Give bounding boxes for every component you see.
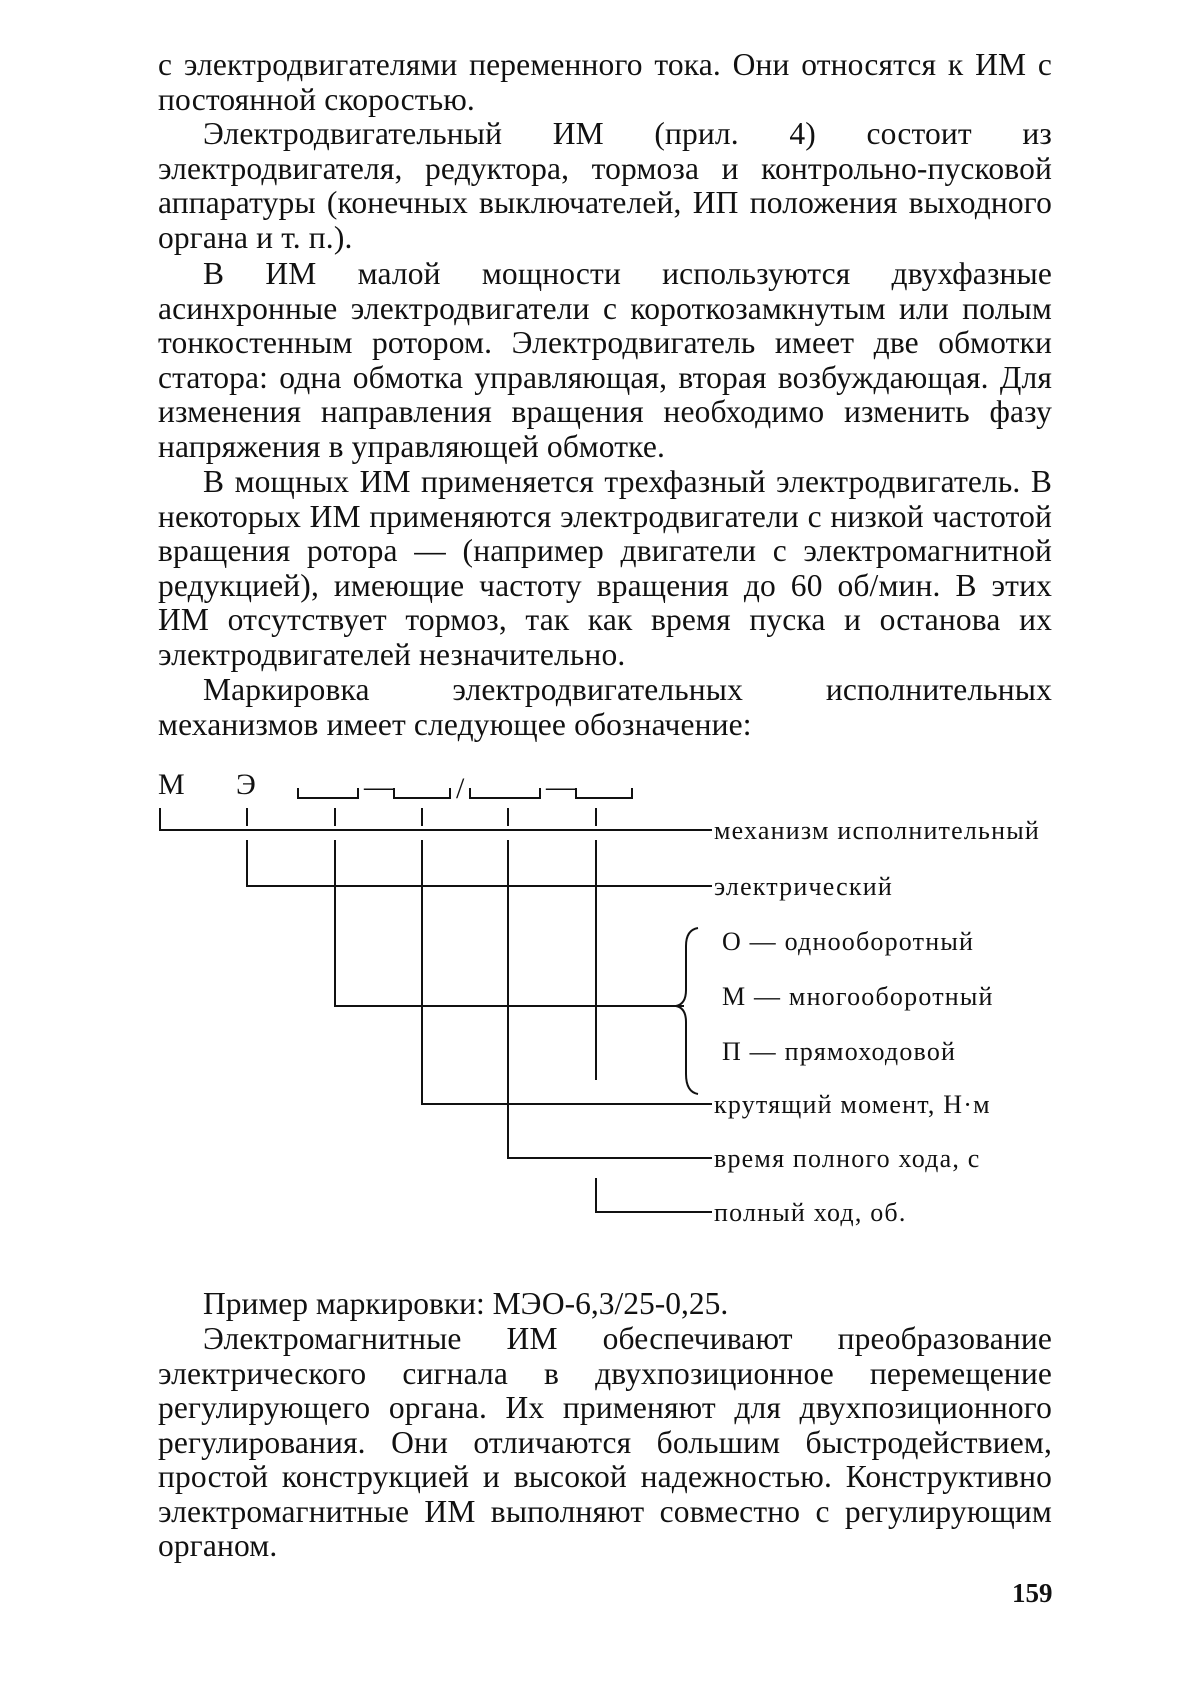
type-brace bbox=[676, 928, 698, 1094]
label-electric: электрический bbox=[714, 872, 893, 901]
slot-time bbox=[470, 788, 540, 798]
slot-torque bbox=[394, 788, 450, 798]
paragraph-continuation: с электродвигателями переменного тока. Они относятся к ИМ с постоянной скоростью. bbox=[158, 47, 1052, 117]
paragraph-low-power: В ИМ малой мощности используются двухфазные асинхронные электродвигатели с короткозамкнутым или полым тонкостенным ротором. Электродвигатель имеет две обмотки статора: одна обмотка управляющая, вторая возбуждающая. Для изменения направления вращения необходимо изменить фазу напряжения в управляющей обмотке. bbox=[158, 256, 1052, 464]
label-type-m: М — многооборотный bbox=[722, 982, 994, 1011]
code-letter-e: Э bbox=[236, 768, 256, 801]
paragraph-electromagnetic: Электромагнитные ИМ обеспечивают преобразование электрического сигнала в двухпозиционное перемещение регулирующего органа. Их применяют для двухпозиционного регулирования. Они отличаются большим быстродействием, простой конструкцией и высокой надежностью. Конструктивно электромагнитные ИМ выполняют совместно с регулирующим органом. bbox=[158, 1321, 1052, 1563]
slot-stroke bbox=[576, 788, 632, 798]
separator-dash-1: — bbox=[364, 770, 394, 803]
paragraph-marking-intro: Маркировка электродвигательных исполнительных механизмов имеет следующее обозначение: bbox=[158, 672, 1052, 742]
code-letter-m: М bbox=[158, 768, 185, 801]
label-stroke: полный ход, об. bbox=[714, 1198, 907, 1227]
label-torque: крутящий момент, Н·м bbox=[714, 1090, 991, 1119]
leader-mechanism bbox=[160, 808, 712, 830]
leader-torque bbox=[422, 840, 712, 1104]
label-mechanism: механизм исполнительный bbox=[714, 816, 1040, 845]
page-number: 159 bbox=[1012, 1578, 1053, 1608]
leader-stroke bbox=[596, 1184, 712, 1212]
separator-dash-2: — bbox=[546, 770, 576, 803]
separator-slash: / bbox=[456, 772, 465, 805]
label-time: время полного хода, с bbox=[714, 1144, 981, 1173]
leader-time bbox=[508, 840, 712, 1158]
paragraph-high-power: В мощных ИМ применяется трехфазный электродвигатель. В некоторых ИМ применяются электродвигатели с низкой частотой вращения ротора — (например двигатели с электромагнитной редукцией), имеющие частоту вращения до 60 об/мин. В этих ИМ отсутствует тормоз, так как время пуска и останова их электродвигателей незначительно. bbox=[158, 464, 1052, 672]
leader-electric bbox=[247, 840, 712, 886]
leader-type bbox=[335, 840, 684, 1006]
paragraph-motor-composition: Электродвигательный ИМ (прил. 4) состоит из электродвигателя, редуктора, тормоза и контрольно-пусковой аппаратуры (конечных выключателей, ИП положения выходного органа и т. п.). bbox=[158, 116, 1052, 255]
marking-example: Пример маркировки: МЭО-6,3/25-0,25. bbox=[203, 1286, 729, 1321]
slot-type bbox=[298, 788, 358, 798]
label-type-o: О — однооборотный bbox=[722, 927, 975, 956]
label-type-p: П — прямоходовой bbox=[722, 1037, 957, 1066]
